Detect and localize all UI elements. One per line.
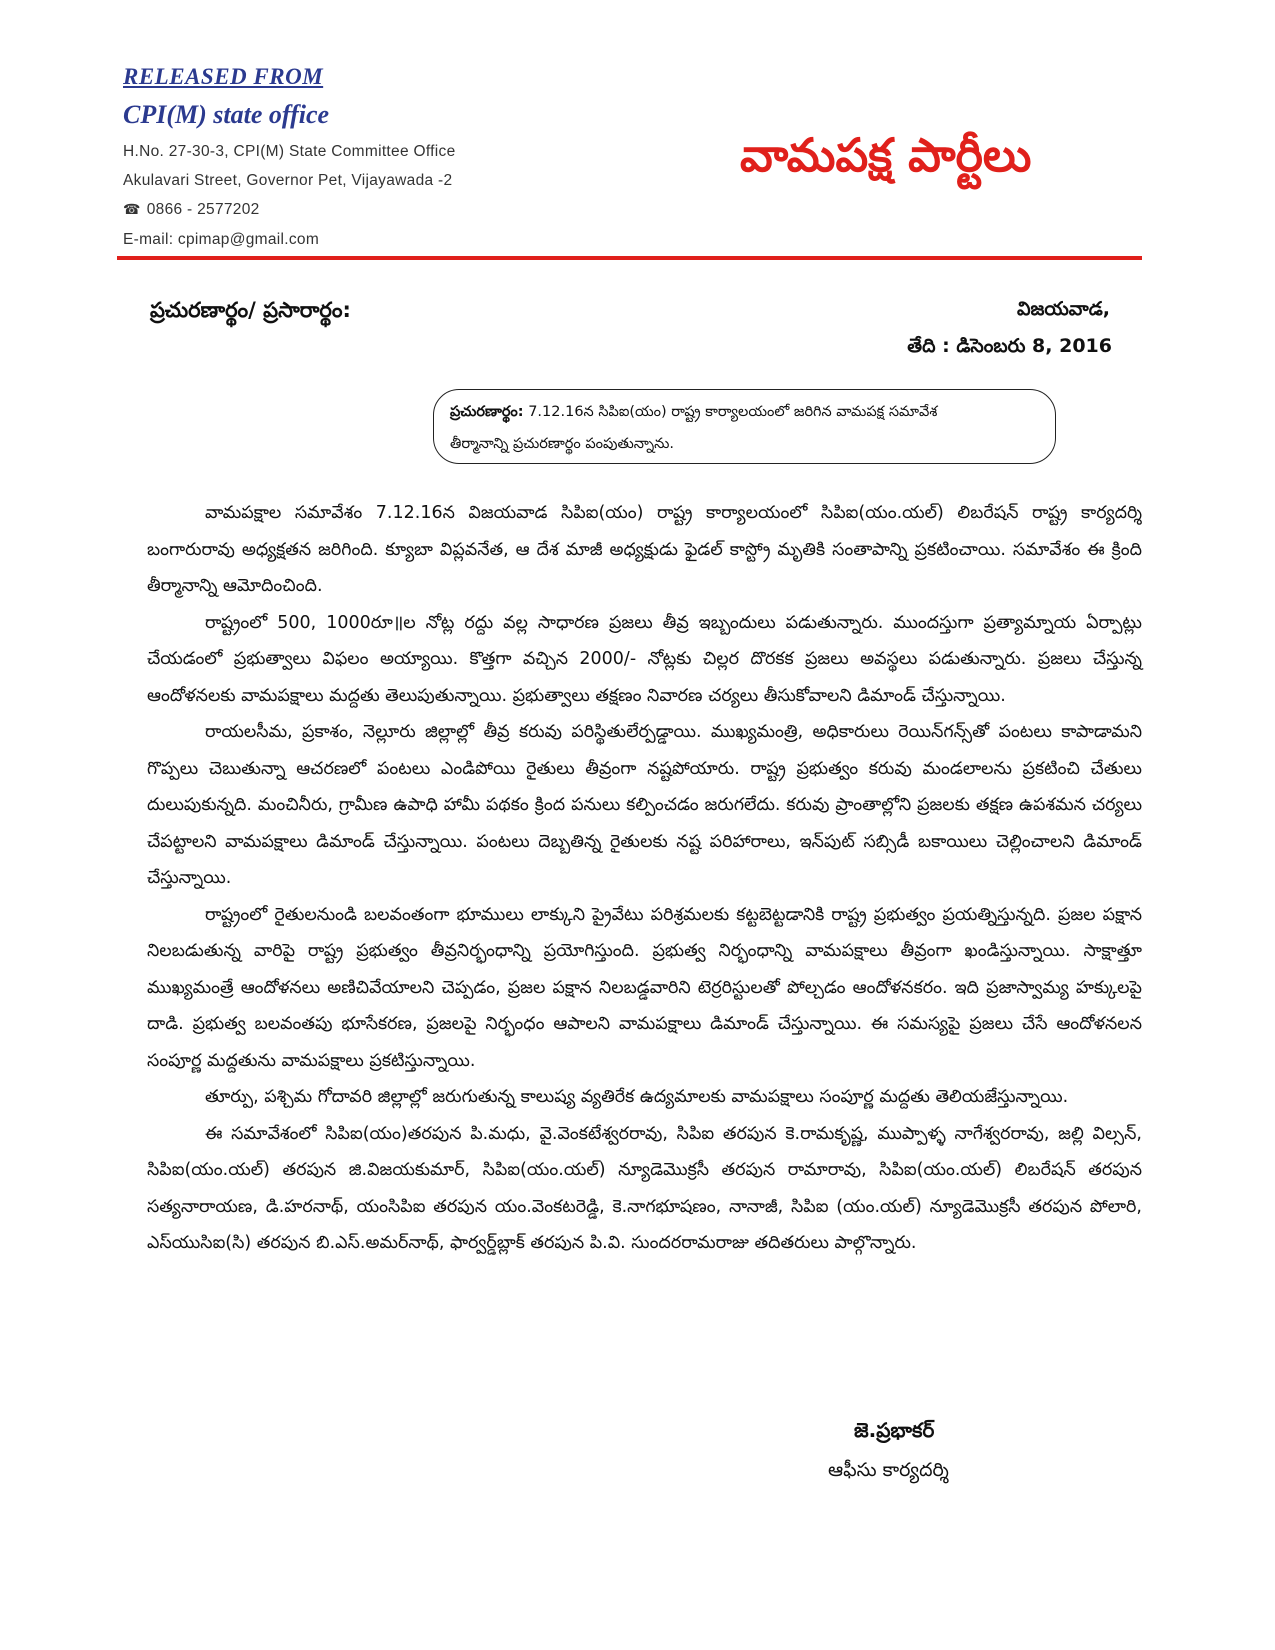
paragraph: రాష్ట్రంలో రైతులనుండి బలవంతంగా భూములు లాక్కుని ప్రైవేటు పరిశ్రమలకు కట్టబెట్టడానికి రాష్ట్ర ప్రభుత్వం ప్రయత్నిస్తున్నది. ప్రజల పక్షాన నిలబడుతున్న వారిపై రాష్ట్ర ప్రభుత్వం తీవ్రనిర్భంధాన్ని ప్రయోగిస్తుంది. ప్రభుత్వ నిర్భంధాన్ని వామపక్షాలు తీవ్రంగా ఖండిస్తున్నాయి. సాక్షాత్తూ ముఖ్యమంత్రే ఆందోళనలు అణిచివేయాలని చెప్పడం, ప్రజల పక్షాన నిలబడ్డవారిని టెర్రరిస్టులతో పోల్చడం ఆందోళనకరం. ఇది ప్రజాస్వామ్య హక్కులపై దాడి. ప్రభుత్వ బలవంతపు భూసేకరణ, ప్రజలపై నిర్భంధం ఆపాలని వామపక్షాలు డిమాండ్ చేస్తున్నాయి. ఈ సమస్యపై ప్రజలు చేసే ఆందోళనలన సంపూర్ణ మద్దతును వామపక్షాలు ప్రకటిస్తున్నాయి. bbox=[147, 904, 1142, 1071]
paragraph: తూర్పు, పశ్చిమ గోదావరి జిల్లాల్లో జరుగుతున్న కాలుష్య వ్యతిరేక ఉద్యమాలకు వామపక్షాలు సంపూర్ణ మద్దతు తెలియజేస్తున్నాయి. bbox=[205, 1087, 1069, 1107]
date: తేది : డిసెంబరు 8, 2016 bbox=[907, 335, 1112, 357]
office-name: CPI(M) state office bbox=[123, 100, 330, 129]
email-line: E-mail: cpimap@gmail.com bbox=[123, 231, 320, 248]
body-text bbox=[147, 495, 1142, 1262]
header-divider bbox=[117, 256, 1142, 260]
paragraph: రాయలసీమ, ప్రకాశం, నెల్లూరు జిల్లాల్లో తీవ్ర కరువు పరిస్థితులేర్పడ్డాయి. ముఖ్యమంత్రి, అధికారులు రెయిన్‌గన్స్‌తో పంటలు కాపాడామని గొప్పలు చెబుతున్నా ఆచరణలో పంటలు ఎండిపోయి రైతులు తీవ్రంగా నష్టపోయారు. రాష్ట్ర ప్రభుత్వం కరువు మండలాలను ప్రకటించి చేతులు దులుపుకున్నది. మంచినీరు, గ్రామీణ ఉపాధి హామీ పథకం క్రింద పనులు కల్పించడం జరుగలేదు. కరువు ప్రాంతాల్లోని ప్రజలకు తక్షణ ఉపశమన చర్యలు చేపట్టాలని వామపక్షాలు డిమాండ్ చేస్తున్నాయి. పంటలు దెబ్బతిన్న రైతులకు నష్ట పరిహారాలు, ఇన్‌పుట్ సబ్సిడీ బకాయిలు చెల్లించాలని డిమాండ్ చేస్తున్నాయి. bbox=[147, 722, 1142, 888]
address-line-2: Akulavari Street, Governor Pet, Vijayawada -2 bbox=[123, 172, 453, 189]
released-from-heading: RELEASED FROM bbox=[123, 64, 324, 89]
notice-label: ప్రచురణార్థం: bbox=[450, 404, 524, 420]
notice-line-1 bbox=[450, 396, 1039, 428]
notice-text-1: 7.12.16న సిపిఐ(యం) రాష్ట్ర కార్యాలయంలో జరిగిన వామపక్ష సమావేశ bbox=[523, 404, 938, 420]
paragraph: వామపక్షాల సమావేశం 7.12.16న విజయవాడ సిపిఐ(యం) రాష్ట్ర కార్యాలయంలో సిపిఐ(యం.యల్) లిబరేషన్ రాష్ట్ర కార్యదర్శి బంగారురావు అధ్యక్షతన జరిగింది. క్యూబా విప్లవనేత, ఆ దేశ మాజీ అధ్యక్షుడు ఫైడల్ కాస్ట్రో మృతికి సంతాపాన్ని ప్రకటించాయి. సమావేశం ఈ క్రింది తీర్మానాన్ని ఆమోదించింది. bbox=[147, 503, 1142, 596]
notice-line-2: తీర్మానాన్ని ప్రచురణార్థం పంపుతున్నాను. bbox=[450, 436, 674, 452]
press-label: ప్రచురణార్థం/ ప్రసారార్థం: bbox=[150, 298, 351, 322]
place: విజయవాడ, bbox=[1016, 298, 1110, 320]
signature-title: ఆఫీసు కార్యదర్శి bbox=[828, 1459, 949, 1481]
brand-title: వామపక్ష పార్టీలు bbox=[740, 128, 1032, 182]
phone-icon: ☎ bbox=[123, 201, 141, 217]
paragraph: ఈ సమావేశంలో సిపిఐ(యం)తరపున పి.మధు, వై.వెంకటేశ్వరరావు, సిపిఐ తరపున కె.రామకృష్ణ, ముప్పాళ్ళ నాగేశ్వరరావు, జల్లి విల్సన్, సిపిఐ(యం.యల్) తరపున జి.విజయకుమార్, సిపిఐ(యం.యల్) న్యూడెమొక్రసీ తరపున రామారావు, సిపిఐ(యం.యల్) లిబరేషన్ తరపున సత్యనారాయణ, డి.హరనాథ్, యంసిపిఐ తరపున యం.వెంకటరెడ్డి, కె.నాగభూషణం, నానాజీ, సిపిఐ (యం.యల్) న్యూడెమొక్రసీ తరపున పోలారి, ఎస్‌యుసిఐ(సి) తరపున బి.ఎస్.అమర్‌నాథ్, ఫార్వర్డ్‌బ్లాక్ తరపున పి.వి. సుందరరామరాజు తదితరులు పాల్గొన్నారు. bbox=[147, 1123, 1142, 1253]
paragraph: రాష్ట్రంలో 500, 1000రూ॥ల నోట్ల రద్దు వల్ల సాధారణ ప్రజలు తీవ్ర ఇబ్బందులు పడుతున్నారు. ముందస్తుగా ప్రత్యామ్నాయ ఏర్పాట్లు చేయడంలో ప్రభుత్వాలు విఫలం అయ్యాయి. కొత్తగా వచ్చిన 2000/- నోట్లకు చిల్లర దొరకక ప్రజలు అవస్థలు పడుతున్నారు. ప్రజలు చేస్తున్న ఆందోళనలకు వామపక్షాలు మద్దతు తెలుపుతున్నాయి. ప్రభుత్వాలు తక్షణం నివారణ చర్యలు తీసుకోవాలని డిమాండ్ చేస్తున్నాయి. bbox=[147, 612, 1142, 706]
phone-number: 0866 - 2577202 bbox=[146, 201, 260, 218]
signature-name: జె.ప్రభాకర్ bbox=[854, 1418, 935, 1442]
address-line-1: H.No. 27-30-3, CPI(M) State Committee Office bbox=[123, 143, 456, 160]
phone-line bbox=[123, 201, 260, 219]
notice-box bbox=[433, 389, 1056, 464]
